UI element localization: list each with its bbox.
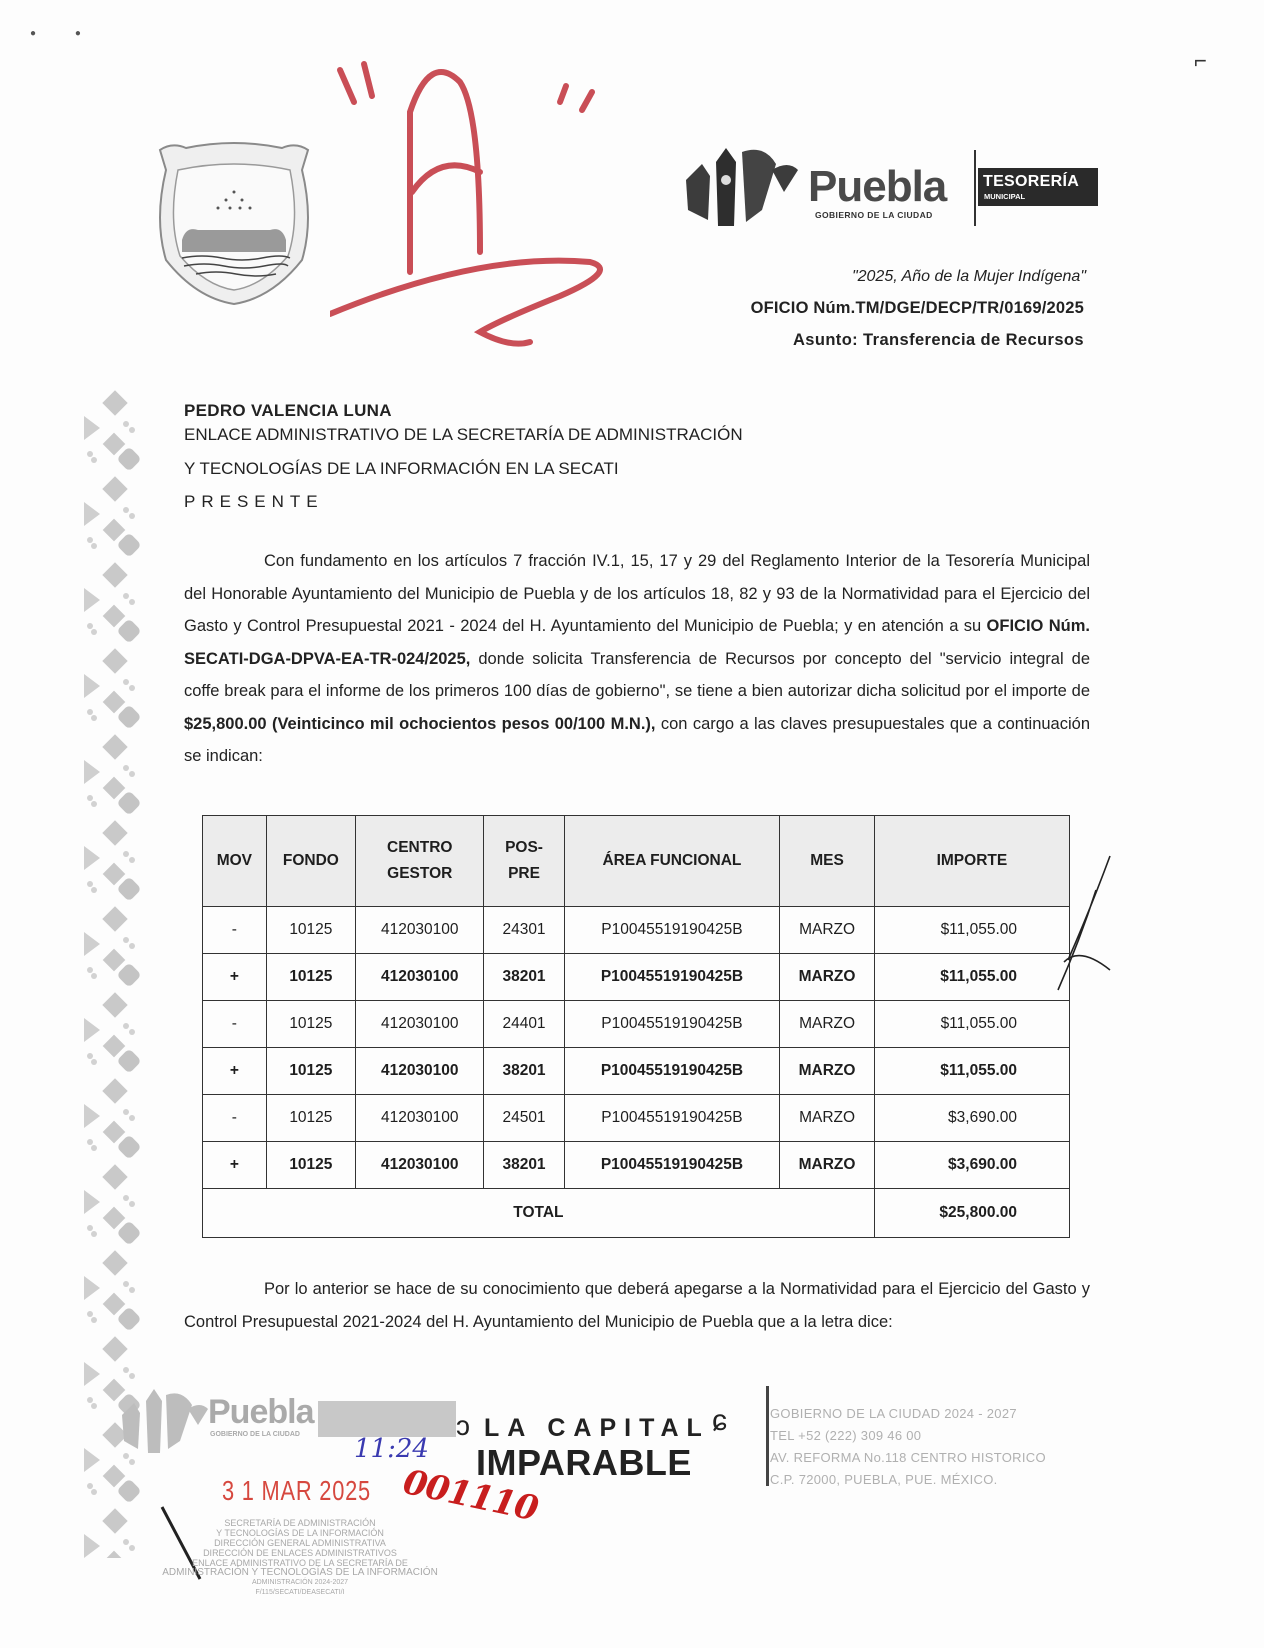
logo-divider xyxy=(974,150,976,226)
cell-fondo: 10125 xyxy=(266,1142,355,1189)
stamp-line: ENLACE ADMINISTRATIVO DE LA SECRETARÍA DE xyxy=(192,1558,408,1568)
budget-transfer-table xyxy=(202,815,1070,1238)
table-row xyxy=(203,1095,1070,1142)
table-row xyxy=(203,1048,1070,1095)
para1-text-a: Con fundamento en los artículos 7 fracción IV.1, 15, 17 y 29 del Reglamento Interior de la Tesorería Municipal del Honorable Ayuntamiento del Municipio de Puebla y de los artículos 18, 82 y 93 de la Normatividad para el Ejercicio del Gasto y Control Presupuestal 2021 - 2024 del H. Ayuntamiento del Municipio de Puebla; y en atención a su xyxy=(184,552,1090,635)
authorized-amount: $25,800.00 (Veinticinco mil ochocientos pesos 00/100 M.N.), xyxy=(184,714,656,733)
cell-centro-gestor: 412030100 xyxy=(356,954,484,1001)
logo-wordmark: Puebla xyxy=(808,162,947,211)
table-header-row xyxy=(203,816,1070,907)
addressee-name: PEDRO VALENCIA LUNA xyxy=(184,401,392,420)
subject-line: Asunto: Transferencia de Recursos xyxy=(792,331,1084,349)
logo-subtitle: GOBIERNO DE LA CIUDAD xyxy=(815,210,933,220)
receiving-office-stamp xyxy=(140,1518,460,1598)
body-paragraph-2 xyxy=(184,1273,1090,1339)
contact-phone: TEL +52 (222) 309 46 00 xyxy=(770,1428,922,1443)
corner-mark: ⌐ xyxy=(1194,48,1207,73)
total-value: $25,800.00 xyxy=(874,1189,1069,1238)
referenced-oficio: OFICIO Núm. SECATI-DGA-DPVA-EA-TR-024/2025, xyxy=(184,617,1090,668)
slogan-line-1: LA CAPITAL xyxy=(484,1414,710,1442)
addressee-position-line1: ENLACE ADMINISTRATIVO DE LA SECRETARÍA DE ADMINISTRACIÓN xyxy=(184,425,743,444)
contact-government: GOBIERNO DE LA CIUDAD 2024 - 2027 xyxy=(770,1406,1017,1421)
handwritten-time: 11:24 xyxy=(354,1434,429,1464)
year-motto: "2025, Año de la Mujer Indígena" xyxy=(851,268,1086,285)
handwritten-signature xyxy=(1050,850,1120,1000)
stamp-line: ADMINISTRACIÓN Y TECNOLOGÍAS DE LA INFORMACIÓN xyxy=(162,1567,438,1578)
para2-text: Por lo anterior se hace de su conocimiento que deberá apegarse a la Normatividad para el Ejercicio del Gasto y Control Presupuestal 2021-2024 del H. Ayuntamiento del Municipio de Puebla que a la letra dice: xyxy=(184,1280,1090,1331)
salutation: PRESENTE xyxy=(184,492,324,511)
cell-area-funcional: P10045519190425B xyxy=(564,954,780,1001)
cell-importe: $11,055.00 xyxy=(874,907,1069,954)
cell-pospre: 24401 xyxy=(484,1001,564,1048)
para1-text-b: donde solicita Transferencia de Recursos por concepto del "servicio integral de coffe break para el informe de los primeros 100 días de gobierno", se tiene a bien autorizar dicha solicitud por el importe de xyxy=(184,649,1090,700)
cell-mes: MARZO xyxy=(780,1048,875,1095)
cell-mov: - xyxy=(203,1001,267,1048)
contact-address: AV. REFORMA No.118 CENTRO HISTORICO xyxy=(770,1450,1046,1465)
col-header-area-funcional: ÁREA FUNCIONAL xyxy=(564,816,780,907)
cell-area-funcional: P10045519190425B xyxy=(564,1001,780,1048)
tesoreria-title: TESORERÍA xyxy=(983,173,1080,190)
cell-centro-gestor: 412030100 xyxy=(356,1048,484,1095)
cell-fondo: 10125 xyxy=(266,907,355,954)
cell-fondo: 10125 xyxy=(266,1001,355,1048)
wing-right-icon: ɕ xyxy=(712,1404,727,1437)
stamp-line: F/115/SECATI/DEASECATI/I xyxy=(255,1589,345,1596)
col-header-pospre: POS- PRE xyxy=(484,816,564,907)
col-header-fondo: FONDO xyxy=(266,816,355,907)
cell-importe: $3,690.00 xyxy=(874,1095,1069,1142)
cell-mov: - xyxy=(203,907,267,954)
footer-logo-stamp-box xyxy=(318,1401,456,1437)
cell-mov: + xyxy=(203,1142,267,1189)
scan-artifact: ● ● xyxy=(30,28,81,39)
cell-area-funcional: P10045519190425B xyxy=(564,1142,780,1189)
table-row xyxy=(203,954,1070,1001)
cell-pospre: 38201 xyxy=(484,1048,564,1095)
body-paragraph-1 xyxy=(184,545,1090,773)
col-header-centro-gestor: CENTRO GESTOR xyxy=(356,816,484,907)
slogan-line-2: IMPARABLE xyxy=(476,1442,692,1483)
cell-fondo: 10125 xyxy=(266,1095,355,1142)
cell-centro-gestor: 412030100 xyxy=(356,1142,484,1189)
footer-logo-wordmark: Puebla xyxy=(208,1393,314,1431)
folio-stamp: 001110 xyxy=(399,1462,541,1530)
received-date-stamp: 3 1 MAR 2025 xyxy=(222,1475,371,1506)
tesoreria-subtitle: MUNICIPAL xyxy=(984,192,1026,201)
cell-pospre: 24501 xyxy=(484,1095,564,1142)
cell-mes: MARZO xyxy=(780,1095,875,1142)
table-row xyxy=(203,907,1070,954)
cell-mes: MARZO xyxy=(780,1142,875,1189)
handwritten-annotation-a xyxy=(330,52,620,352)
contact-postal: C.P. 72000, PUEBLA, PUE. MÉXICO. xyxy=(770,1472,998,1487)
oficio-number: OFICIO Núm.TM/DGE/DECP/TR/0169/2025 xyxy=(750,299,1084,317)
cell-mov: + xyxy=(203,1048,267,1095)
cell-centro-gestor: 412030100 xyxy=(356,1001,484,1048)
cell-pospre: 38201 xyxy=(484,1142,564,1189)
cell-centro-gestor: 412030100 xyxy=(356,907,484,954)
decorative-side-strip xyxy=(82,388,142,1558)
cell-mov: - xyxy=(203,1095,267,1142)
total-label: TOTAL xyxy=(203,1189,875,1238)
city-coat-of-arms xyxy=(152,140,316,306)
cell-mes: MARZO xyxy=(780,1001,875,1048)
table-row xyxy=(203,1142,1070,1189)
cell-pospre: 24301 xyxy=(484,907,564,954)
table-row xyxy=(203,1001,1070,1048)
cell-fondo: 10125 xyxy=(266,954,355,1001)
cell-centro-gestor: 412030100 xyxy=(356,1095,484,1142)
col-header-mov: MOV xyxy=(203,816,267,907)
tesoreria-badge xyxy=(978,168,1098,206)
cell-importe: $11,055.00 xyxy=(874,1001,1069,1048)
cell-area-funcional: P10045519190425B xyxy=(564,907,780,954)
col-header-mes: MES xyxy=(780,816,875,907)
stamp-line: DIRECCIÓN GENERAL ADMINISTRATIVA xyxy=(214,1538,386,1548)
cell-mes: MARZO xyxy=(780,907,875,954)
cell-area-funcional: P10045519190425B xyxy=(564,1095,780,1142)
para1-text-c: con cargo a las claves presupuestales que a continuación se indican: xyxy=(184,714,1090,765)
stamp-line: SECRETARÍA DE ADMINISTRACIÓN xyxy=(224,1518,376,1528)
table-total-row xyxy=(203,1189,1070,1238)
cell-mes: MARZO xyxy=(780,954,875,1001)
cell-importe: $11,055.00 xyxy=(874,954,1069,1001)
cell-importe: $3,690.00 xyxy=(874,1142,1069,1189)
stamp-line: ADMINISTRACIÓN 2024-2027 xyxy=(251,1579,349,1586)
cell-pospre: 38201 xyxy=(484,954,564,1001)
col-header-importe: IMPORTE xyxy=(874,816,1069,907)
cell-area-funcional: P10045519190425B xyxy=(564,1048,780,1095)
cell-mov: + xyxy=(203,954,267,1001)
footer-logo-subtitle: GOBIERNO DE LA CIUDAD xyxy=(210,1431,300,1438)
cell-fondo: 10125 xyxy=(266,1048,355,1095)
stamp-line: Y TECNOLOGÍAS DE LA INFORMACIÓN xyxy=(216,1528,384,1538)
addressee-position-line2: Y TECNOLOGÍAS DE LA INFORMACIÓN EN LA SECATI xyxy=(184,459,619,478)
contact-divider xyxy=(766,1386,769,1486)
cell-importe: $11,055.00 xyxy=(874,1048,1069,1095)
wing-left-icon: ↄ xyxy=(456,1410,470,1441)
stamp-line: DIRECCIÓN DE ENLACES ADMINISTRATIVOS xyxy=(203,1548,397,1558)
